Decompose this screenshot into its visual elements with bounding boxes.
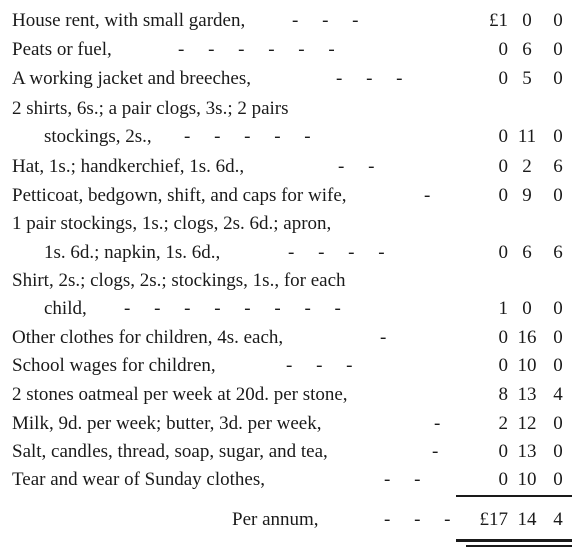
leader-dashes: -: [380, 327, 387, 348]
amount-pounds: 0: [498, 441, 508, 462]
amount-pence: 4: [553, 384, 563, 405]
item-description: 1 pair stockings, 1s.; clogs, 2s. 6d.; apron,: [12, 213, 332, 234]
ledger-row: [0, 351, 580, 381]
item-description: House rent, with small garden,: [12, 10, 246, 31]
amount-pence: 0: [553, 126, 563, 147]
leader-dashes: -: [434, 413, 441, 434]
amount-pounds: £1: [489, 10, 508, 31]
total-bottom-rule: [456, 539, 572, 542]
amount-shillings: 12: [517, 413, 537, 434]
amount-pence: 6: [553, 242, 563, 263]
amount-shillings: 11: [517, 126, 537, 147]
ledger-row: [0, 64, 580, 94]
ledger-row: [0, 152, 580, 182]
leader-dashes: - - -: [384, 509, 451, 530]
item-description: 2 shirts, 6s.; a pair clogs, 3s.; 2 pairs: [12, 98, 289, 119]
item-description: child,: [44, 298, 87, 319]
item-description: 1s. 6d.; napkin, 1s. 6d.,: [44, 242, 221, 263]
item-description: Peats or fuel,: [12, 39, 112, 60]
amount-shillings: 5: [522, 68, 532, 89]
amount-pounds: 0: [498, 156, 508, 177]
ledger-row: [0, 122, 580, 152]
item-description: School wages for children,: [12, 355, 216, 376]
total-shillings: 14: [517, 509, 537, 530]
amount-shillings: 9: [522, 185, 532, 206]
amount-pence: 0: [553, 39, 563, 60]
leader-dashes: - -: [384, 469, 421, 490]
total-bottom-rule-2: [466, 545, 572, 547]
ledger-row: [0, 380, 580, 410]
leader-dashes: - - -: [286, 355, 353, 376]
amount-pence: 0: [553, 327, 563, 348]
amount-shillings: 6: [522, 39, 532, 60]
item-description: Hat, 1s.; handkerchief, 1s. 6d.,: [12, 156, 245, 177]
amount-pounds: 0: [498, 39, 508, 60]
amount-shillings: 0: [522, 298, 532, 319]
leader-dashes: - - -: [336, 68, 403, 89]
amount-pence: 6: [553, 156, 563, 177]
ledger-row: [0, 181, 580, 211]
amount-pence: 0: [553, 441, 563, 462]
total-pounds: £17: [479, 509, 508, 530]
leader-dashes: - - - - - - - -: [124, 298, 341, 319]
amount-pounds: 1: [498, 298, 508, 319]
ledger-row: [0, 409, 580, 439]
amount-shillings: 13: [517, 441, 537, 462]
leader-dashes: - - - - - -: [178, 39, 335, 60]
item-description: stockings, 2s.,: [44, 126, 152, 147]
amount-shillings: 2: [522, 156, 532, 177]
amount-shillings: 10: [517, 355, 537, 376]
amount-pounds: 0: [498, 185, 508, 206]
ledger-row: [0, 35, 580, 65]
leader-dashes: - - -: [292, 10, 359, 31]
ledger-row: [0, 6, 580, 36]
item-description: Shirt, 2s.; clogs, 2s.; stockings, 1s., for each: [12, 270, 346, 291]
item-description: Tear and wear of Sunday clothes,: [12, 469, 265, 490]
amount-pounds: 0: [498, 355, 508, 376]
leader-dashes: - - - -: [288, 242, 385, 263]
amount-shillings: 13: [517, 384, 537, 405]
total-top-rule: [456, 495, 572, 497]
ledger-row: [0, 209, 580, 239]
amount-pence: 0: [553, 298, 563, 319]
ledger-row: [0, 437, 580, 467]
item-description: Other clothes for children, 4s. each,: [12, 327, 284, 348]
amount-shillings: 0: [522, 10, 532, 31]
amount-pence: 0: [553, 469, 563, 490]
amount-pounds: 0: [498, 469, 508, 490]
total-pence: 4: [553, 509, 563, 530]
amount-pounds: 0: [498, 126, 508, 147]
leader-dashes: - -: [338, 156, 375, 177]
leader-dashes: -: [432, 441, 439, 462]
amount-pence: 0: [553, 413, 563, 434]
amount-pounds: 2: [498, 413, 508, 434]
amount-shillings: 10: [517, 469, 537, 490]
amount-pounds: 8: [498, 384, 508, 405]
amount-shillings: 6: [522, 242, 532, 263]
ledger-row: [0, 465, 580, 495]
amount-pence: 0: [553, 185, 563, 206]
total-row: [0, 505, 580, 535]
ledger-row: [0, 323, 580, 353]
item-description: Milk, 9d. per week; butter, 3d. per week,: [12, 413, 322, 434]
ledger-row: [0, 266, 580, 296]
item-description: A working jacket and breeches,: [12, 68, 251, 89]
total-label: Per annum,: [232, 509, 319, 530]
leader-dashes: -: [424, 185, 431, 206]
amount-pounds: 0: [498, 68, 508, 89]
amount-pounds: 0: [498, 327, 508, 348]
ledger-row: [0, 238, 580, 268]
amount-pence: 0: [553, 10, 563, 31]
amount-pounds: 0: [498, 242, 508, 263]
amount-pence: 0: [553, 355, 563, 376]
item-description: 2 stones oatmeal per week at 20d. per stone,: [12, 384, 348, 405]
ledger-row: [0, 94, 580, 124]
amount-shillings: 16: [517, 327, 537, 348]
item-description: Salt, candles, thread, soap, sugar, and tea,: [12, 441, 328, 462]
ledger-row: [0, 294, 580, 324]
amount-pence: 0: [553, 68, 563, 89]
item-description: Petticoat, bedgown, shift, and caps for wife,: [12, 185, 347, 206]
leader-dashes: - - - - -: [184, 126, 311, 147]
